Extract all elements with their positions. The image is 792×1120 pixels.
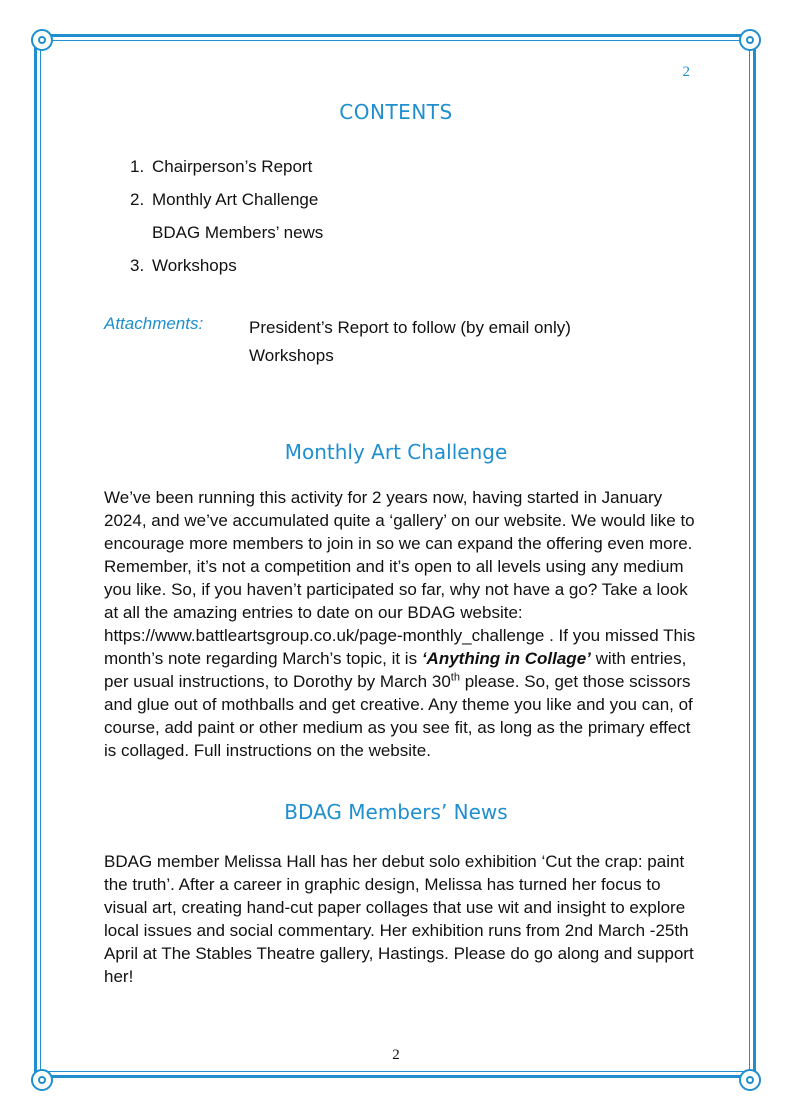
contents-list xyxy=(130,150,323,282)
page-number-top: 2 xyxy=(682,64,690,80)
contents-item-number: 2. xyxy=(130,190,145,209)
challenge-date-suffix: th xyxy=(450,671,460,684)
contents-item-label: Chairperson’s Report xyxy=(152,157,313,176)
corner-ornament-bottom-right xyxy=(739,1069,761,1091)
corner-ornament-top-right xyxy=(739,29,761,51)
contents-item-label: Monthly Art Challenge xyxy=(152,190,319,209)
contents-item-number xyxy=(130,216,152,249)
corner-ornament-bottom-left xyxy=(31,1069,53,1091)
attachments-label: Attachments: xyxy=(104,314,204,333)
contents-item xyxy=(130,150,323,183)
contents-heading: CONTENTS xyxy=(339,100,453,124)
challenge-text-intro: We’ve been running this activity for 2 years now, having started in January 2024, and we’ve accumulated quite a ‘gallery’ on our website. We would like to encourage more members to join in so we can expand the offering even more. Remember, it’s not a competition and it’s open to all levels using any medium you like. So, if you haven’t participated so far, why not have a go? Take a look at all the amazing entries to date on our BDAG website: https://www.battleartsgroup.co.uk/page-monthly_challenge . If you missed This month’s note regarding March’s topic, it is xyxy=(104,488,696,668)
page-number-bottom: 2 xyxy=(392,1047,400,1063)
challenge-text-mid: with entries, per usual instructions, to Dorothy by March 30 xyxy=(104,649,687,691)
members-news-heading: BDAG Members’ News xyxy=(284,800,508,824)
corner-ornament-top-left xyxy=(31,29,53,51)
monthly-challenge-paragraph xyxy=(104,486,704,762)
contents-item-label: Workshops xyxy=(152,256,237,275)
contents-item-number: 3. xyxy=(130,256,145,275)
attachment-item: President’s Report to follow (by email only) xyxy=(249,318,571,337)
contents-item xyxy=(130,249,323,282)
monthly-challenge-heading: Monthly Art Challenge xyxy=(284,440,508,464)
members-news-paragraph: BDAG member Melissa Hall has her debut solo exhibition ‘Cut the crap: paint the truth’. After a career in graphic design, Melissa has turned her focus to visual art, creating hand-cut paper collages that use wit and insight to explore local issues and social commentary. Her exhibition runs from 2nd March -25th April at The Stables Theatre gallery, Hastings. Please do go along and support her! xyxy=(104,852,694,986)
contents-item-label: BDAG Members’ news xyxy=(152,223,324,242)
contents-item-number: 1. xyxy=(130,157,145,176)
attachment-item: Workshops xyxy=(249,346,334,365)
challenge-topic: ‘Anything in Collage’ xyxy=(421,649,591,668)
attachments-list xyxy=(249,314,571,370)
challenge-text-end: please. So, get those scissors and glue out of mothballs and get creative. Any theme you like and you can, of course, add paint or other medium as you see fit, as long as the primary effect is collaged. Full instructions on the website. xyxy=(104,672,693,760)
contents-item xyxy=(130,183,323,216)
contents-item xyxy=(130,216,323,249)
